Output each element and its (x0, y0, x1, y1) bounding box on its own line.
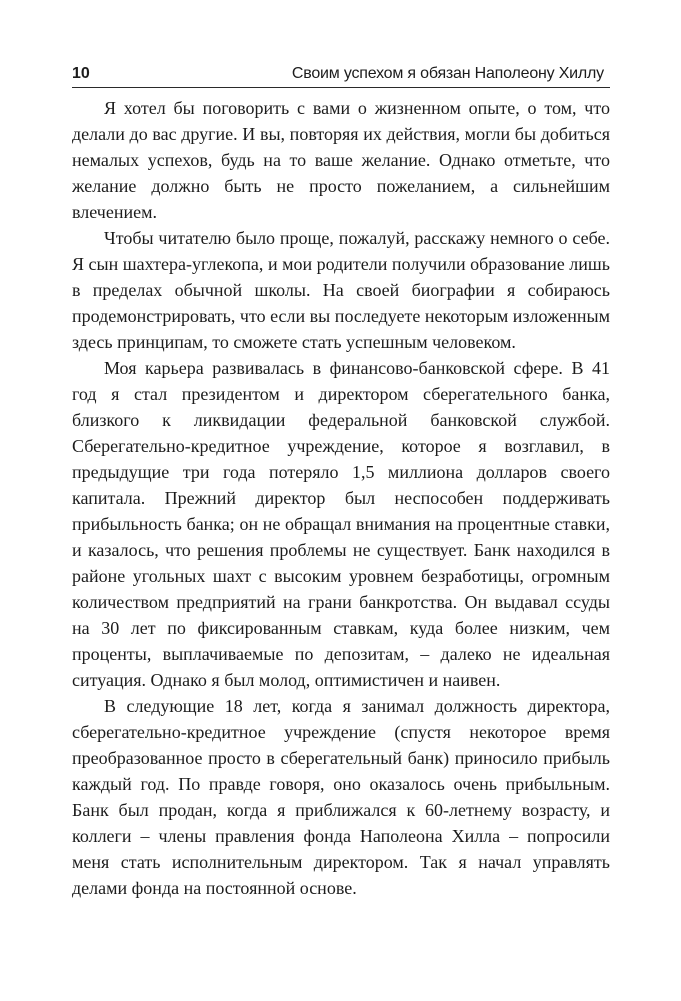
paragraph-2: Чтобы читателю было проще, пожалуй, расскажу немного о себе. Я сын шахтера-углекопа, и мои родители получили образование лишь в пределах обычной школы. На своей биографии я собираюсь продемонстрировать, что если вы последуете некоторым изложенным здесь принципам, то сможете стать успешным человеком. (72, 228, 610, 352)
running-title: Своим успехом я обязан Наполеону Хиллу (291, 65, 604, 82)
paragraph-3: Моя карьера развивалась в финансово-банковской сфере. В 41 год я стал президентом и директором сберегательного банка, близкого к ликвидации федеральной банковской службой. Сберегательно-кредитное учреждение, которое я возглавил, в предыдущие три года потеряло 1,5 миллиона долларов своего капитала. Прежний директор был неспособен поддерживать прибыльность банка; он не обращал внимания на процентные ставки, и казалось, что решения проблемы не существует. Банк находился в районе угольных шахт с высоким уровнем безработицы, огромным количеством предприятий на грани банкротства. Он выдавал ссуды на 30 лет по фиксированным ставкам, куда более низким, чем проценты, выплачиваемые по депозитам, – далеко не идеальная ситуация. Однако я был молод, оптимистичен и наивен. (72, 358, 610, 690)
paragraph-4: В следующие 18 лет, когда я занимал должность директора, сберегательно-кредитное учреждение (спустя некоторое время преобразованное просто в сберегательный банк) приносило прибыль каждый год. По правде говоря, оно оказалось очень прибыльным. Банк был продан, когда я приближался к 60-летнему возрасту, и коллеги – члены правления фонда Наполеона Хилла – попросили меня стать исполнительным директором. Так я начал управлять делами фонда на постоянной основе. (72, 696, 610, 898)
header-rule (72, 87, 610, 88)
body-text (72, 95, 610, 901)
page-number: 10 (72, 65, 90, 82)
page-header (72, 62, 610, 86)
paragraph-1: Я хотел бы поговорить с вами о жизненном опыте, о том, что делали до вас другие. И вы, повторяя их действия, могли бы добиться немалых успехов, будь на то ваше желание. Однако отметьте, что желание должно быть не просто пожеланием, а сильнейшим влечением. (72, 98, 610, 222)
